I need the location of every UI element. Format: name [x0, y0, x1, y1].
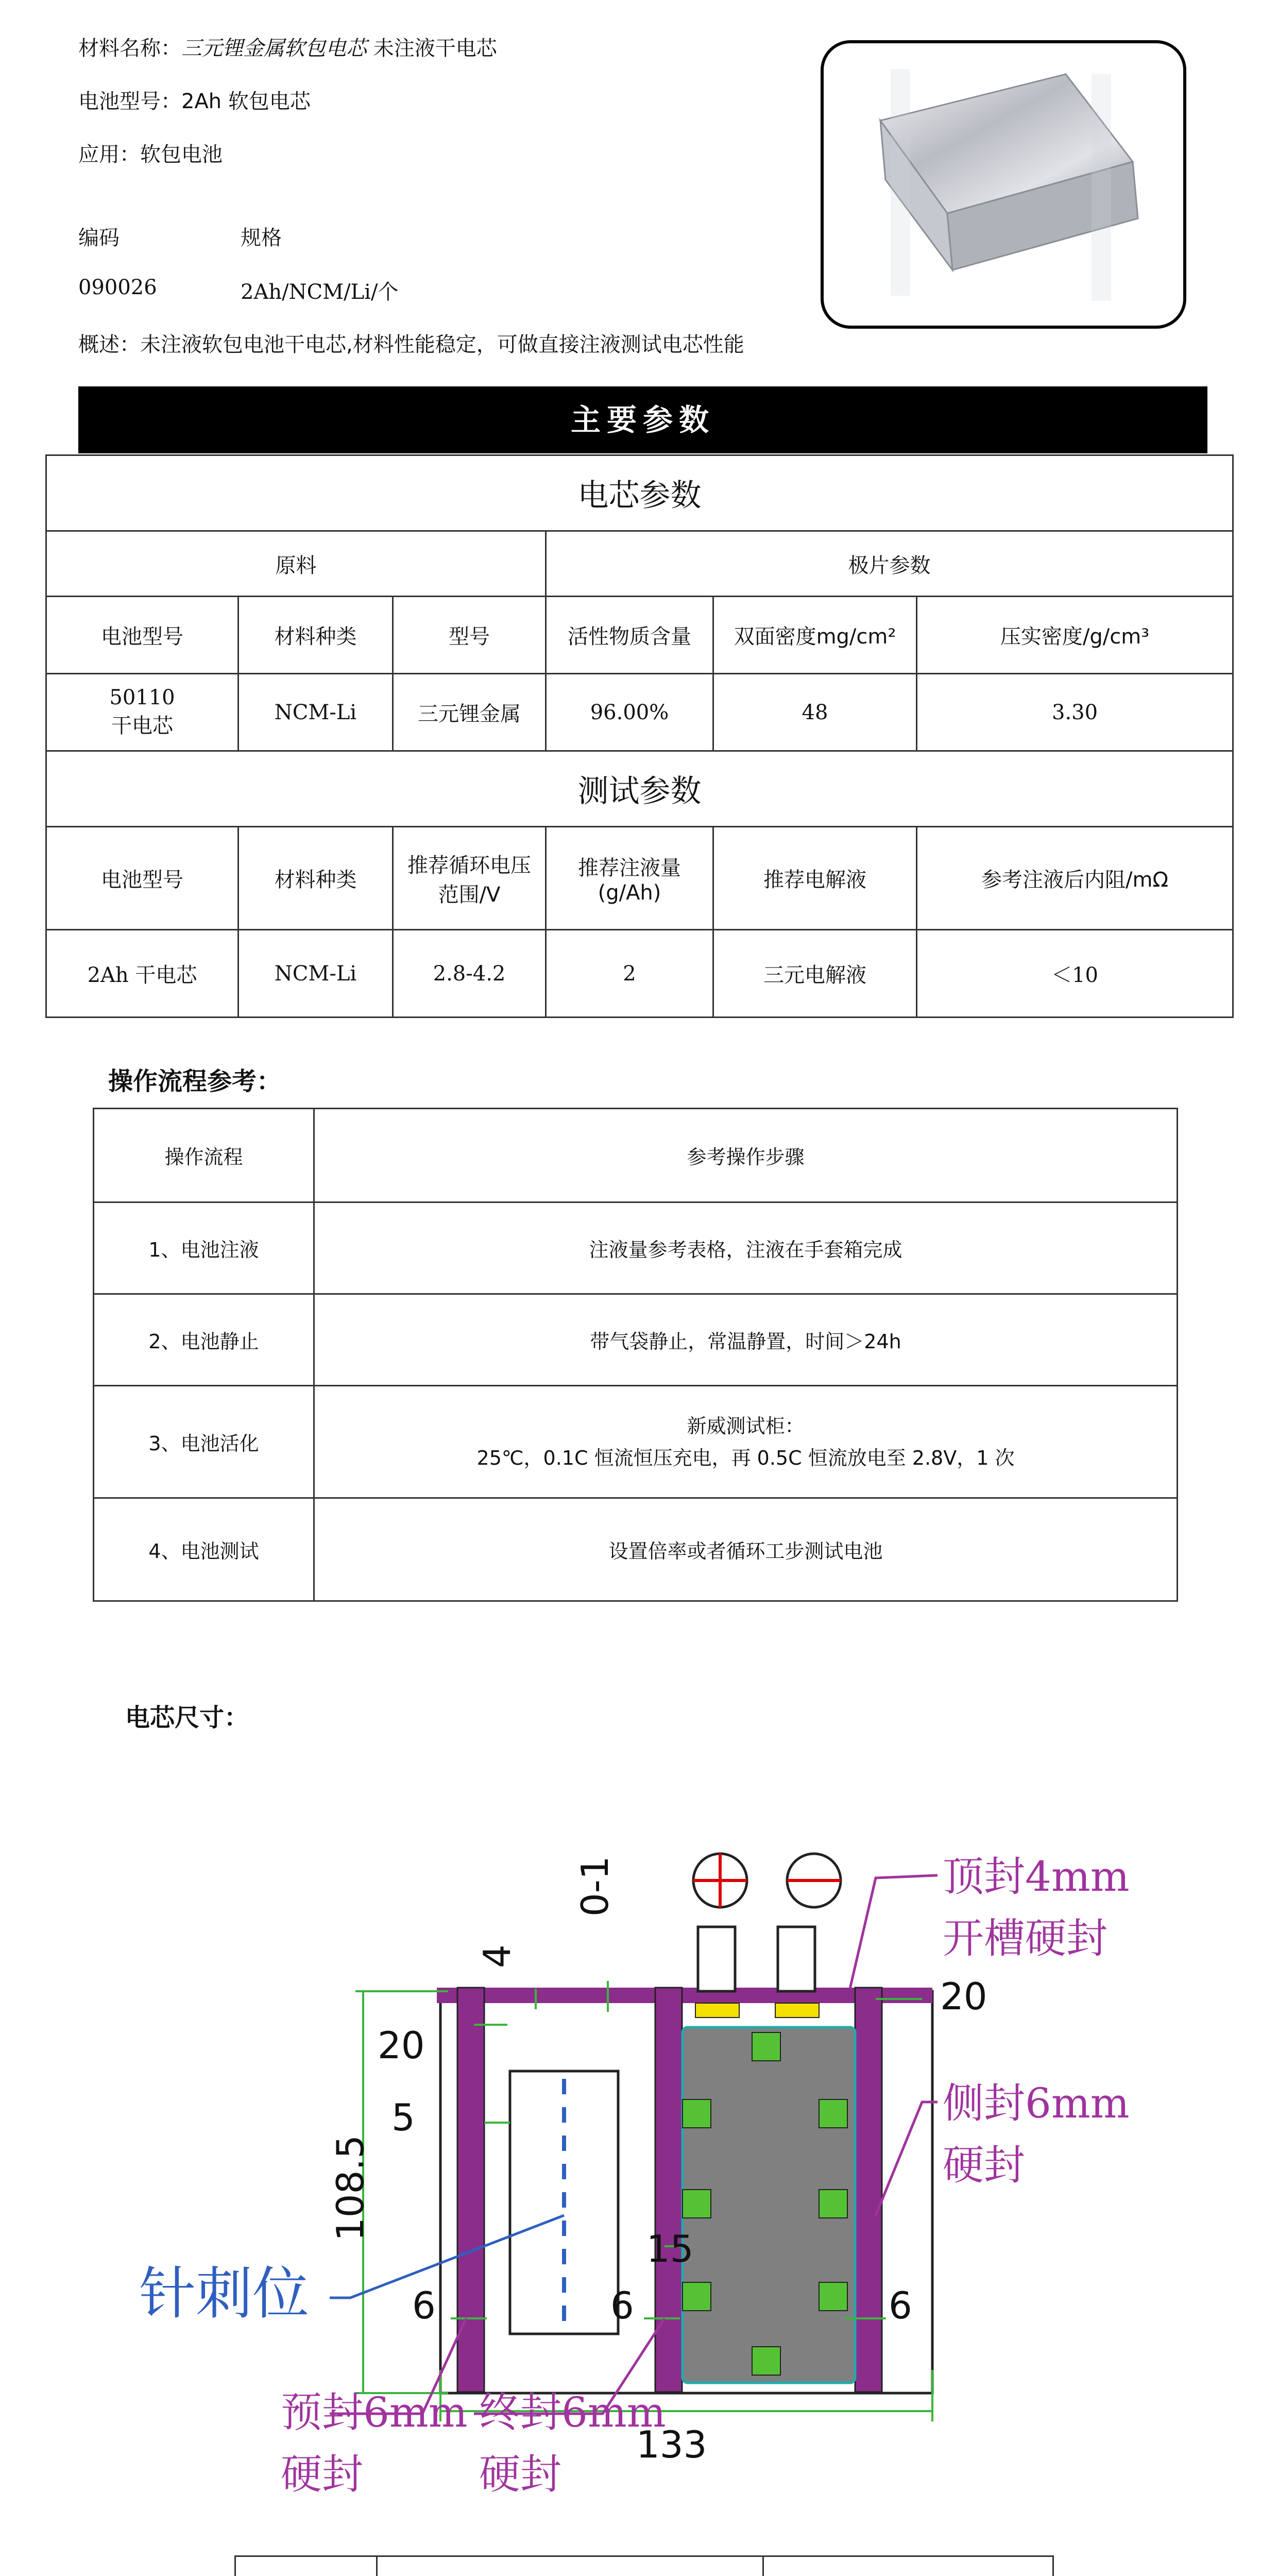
cell-type: 三元锂金属 [393, 674, 546, 751]
procedure-title: 操作流程参考： [108, 1067, 282, 1096]
dim-6-c: 6 [889, 2284, 912, 2327]
cell-model: 50110 干电芯 [46, 674, 238, 751]
cell-dimension-diagram [0, 1803, 1278, 2524]
tab-tape [695, 2003, 739, 2018]
th-test-model: 电池型号 [46, 827, 238, 930]
th-condition [763, 2556, 1053, 2576]
th-type: 型号 [393, 597, 546, 674]
code-value: 090026 [78, 276, 157, 299]
minus-icon [787, 1854, 841, 1907]
cell-material: NCM-Li [238, 674, 393, 751]
th-test-voltage: 推荐循环电压范围/V [393, 827, 546, 930]
procedure-desc: 注液量参考表格，注液在手套箱完成 [314, 1202, 1178, 1294]
th-test-fill: 推荐注液量(g/Ah) [546, 827, 713, 930]
code-label: 编码 [78, 226, 120, 250]
end-seal [655, 1988, 682, 2392]
battery-pouch-image [824, 43, 1183, 326]
th-test-material: 材料种类 [238, 827, 393, 930]
cell-params-table [45, 454, 1234, 1018]
label-needle: 针刺位 [139, 2261, 309, 2327]
battery-model: 电池型号：2Ah 软包电芯 [78, 90, 311, 113]
cell-params-title: 电芯参数 [46, 455, 1233, 531]
th-compaction: 压实密度/g/cm³ [917, 597, 1233, 674]
spec-label: 规格 [241, 226, 282, 250]
dim-6-a: 6 [412, 2284, 436, 2327]
dim-108-5: 108.5 [329, 2134, 372, 2241]
label-top-seal: 顶封4mm [943, 1853, 1130, 1901]
main-params-banner: 主要参数 [78, 386, 1207, 453]
th-density: 双面密度mg/cm² [713, 597, 917, 674]
tab-tape [775, 2003, 819, 2018]
dim-0-1: 0-1 [573, 1856, 617, 1917]
th-active: 活性物质含量 [546, 597, 713, 674]
label-end-seal: 终封6mm [479, 2388, 666, 2436]
procedure-step: 2、电池静止 [94, 1294, 314, 1386]
dim-5: 5 [391, 2096, 415, 2139]
test-resistance: ＜10 [917, 930, 1233, 1018]
side-seal [855, 1988, 882, 2392]
dim-133: 133 [636, 2423, 707, 2466]
procedure-step: 1、电池注液 [94, 1202, 314, 1294]
test-electrolyte: 三元电解液 [713, 930, 917, 1018]
th-test-electrolyte: 推荐电解液 [713, 827, 917, 930]
spec-table [234, 2555, 1054, 2576]
label-pre-hard: 硬封 [281, 2450, 363, 2498]
group-plate: 极片参数 [546, 531, 1233, 597]
th-test-resistance: 参考注液后内阻/mΩ [917, 827, 1233, 930]
test-material: NCM-Li [238, 930, 393, 1018]
plus-icon [693, 1854, 747, 1907]
label-hard-seal: 硬封 [943, 2141, 1025, 2189]
application: 应用：软包电池 [78, 143, 223, 166]
dimensions-title: 电芯尺寸： [125, 1703, 249, 1732]
procedure-desc: 带气袋静止，常温静置，时间＞24h [314, 1294, 1178, 1386]
th-procedure: 操作流程 [94, 1109, 314, 1202]
material-name: 材料名称：三元锂金属软包电芯 未注液干电芯 [78, 37, 497, 60]
tab-positive [698, 1927, 735, 1991]
label-end-hard: 硬封 [479, 2450, 561, 2498]
dim-4: 4 [475, 1944, 519, 1968]
dim-15: 15 [646, 2227, 694, 2270]
test-voltage: 2.8-4.2 [393, 930, 546, 1018]
test-model: 2Ah 干电芯 [46, 930, 238, 1018]
dim-6-b: 6 [610, 2284, 634, 2327]
dim-20-left: 20 [378, 2024, 425, 2067]
test-fill: 2 [546, 930, 713, 1018]
cell-active: 96.00% [546, 674, 713, 751]
cell-compaction: 3.30 [917, 674, 1233, 751]
label-side-seal: 侧封6mm [943, 2079, 1130, 2127]
test-params-title: 测试参数 [46, 751, 1233, 827]
spec-value: 2Ah/NCM/Li/个 [241, 280, 399, 304]
procedure-step: 4、电池测试 [94, 1498, 314, 1601]
summary: 概述：未注液软包电池干电芯,材料性能稳定，可做直接注液测试电芯性能 [78, 333, 744, 357]
procedure-desc: 新威测试柜： 25℃，0.1C 恒流恒压充电，再 0.5C 恒流放电至 2.8V，1 次 [314, 1386, 1178, 1498]
group-raw: 原料 [46, 531, 546, 597]
procedure-step: 3、电池活化 [94, 1386, 314, 1498]
procedure-desc: 设置倍率或者循环工步测试电池 [314, 1498, 1178, 1601]
label-slot-seal: 开槽硬封 [943, 1914, 1107, 1962]
th-item [235, 2556, 377, 2576]
product-photo [821, 40, 1186, 329]
dim-20-right: 20 [940, 1975, 987, 2018]
th-material: 材料种类 [238, 597, 393, 674]
th-model: 电池型号 [46, 597, 238, 674]
tab-negative [778, 1927, 815, 1991]
th-spec [377, 2556, 763, 2576]
cell-density: 48 [713, 674, 917, 751]
label-pre-seal: 预封6mm [281, 2388, 468, 2436]
th-steps: 参考操作步骤 [314, 1109, 1178, 1202]
procedure-table [93, 1108, 1178, 1602]
